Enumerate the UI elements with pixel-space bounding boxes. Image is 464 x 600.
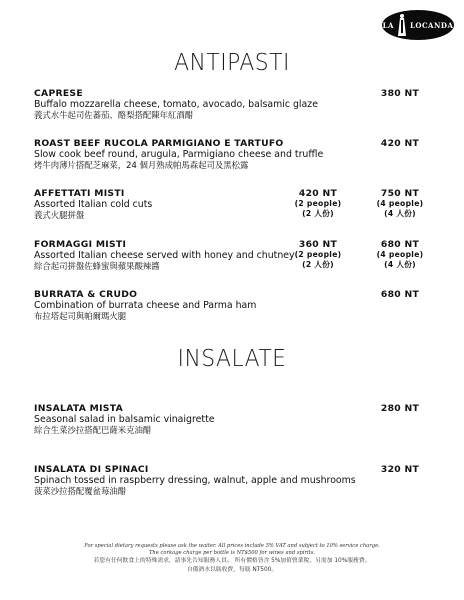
price-value: 680 NT: [380, 239, 420, 250]
price-value: 420 NT: [298, 188, 338, 199]
item-description: Spinach tossed in raspberry dressing, walnut, apple and mushrooms: [34, 475, 356, 486]
item-description-zh: 義式水牛起司佐蕃茄、酪梨搭配陳年紅酒醋: [34, 110, 194, 120]
item-description-zh: 綜合生菜沙拉搭配巴薩米克油醋: [34, 425, 152, 435]
portion-label-zh: (4 人份): [384, 209, 416, 218]
portion-label: (4 people): [376, 199, 424, 208]
menu-item-insalata-mista: [34, 403, 434, 436]
item-price: 280 NT: [380, 403, 420, 414]
item-description: Assorted Italian cheese served with honey and chutney: [34, 250, 295, 261]
logo-figure-icon: [397, 13, 407, 37]
footer-corkage-en: The corkage charge per bottle is NT$500 for wines and spirits.: [148, 550, 316, 556]
item-description-zh: 義式火腿拼盤: [34, 210, 85, 220]
menu-item-roast-beef: [34, 138, 434, 171]
menu-item-burrata-crudo: [34, 289, 434, 322]
portion-label-zh: (2 人份): [302, 209, 334, 218]
item-price-large: [370, 239, 430, 270]
logo-text-left: LA: [382, 20, 394, 30]
item-description-zh: 綜合起司拼盤佐蜂蜜與蘋果酸辣醬: [34, 261, 160, 271]
portion-label: (4 people): [376, 250, 424, 259]
item-description-zh: 烤牛肉薄片搭配芝麻菜，24 個月熟成帕馬森起司及黑松露: [34, 160, 249, 170]
footer-corkage-zh: 自備酒水以瓶收費，每瓶 NT500。: [186, 567, 278, 573]
item-price-large: [370, 188, 430, 219]
item-price: 420 NT: [380, 138, 420, 149]
portion-label-zh: (4 人份): [384, 260, 416, 269]
item-description-zh: 布拉塔起司與帕爾瑪火腿: [34, 311, 127, 321]
menu-item-caprese: [34, 88, 434, 121]
item-name: CAPRESE: [34, 88, 83, 99]
menu-item-affettati-misti: [34, 188, 434, 221]
footer-note-zh: 若您有任何飲食上的特殊需求，請事先告知服務人員。 所有價格皆含 5%加值營業稅，另需加 10%服務費。: [93, 558, 371, 564]
item-description: Assorted Italian cold cuts: [34, 199, 153, 210]
portion-label: (2 people): [294, 250, 342, 259]
item-name: FORMAGGI MISTI: [34, 239, 127, 250]
item-name: AFFETTATI MISTI: [34, 188, 125, 199]
item-price-small: [288, 239, 348, 270]
logo-text-right: LOCANDA: [409, 20, 454, 30]
item-description: Combination of burrata cheese and Parma ham: [34, 300, 257, 311]
item-name: INSALATA DI SPINACI: [34, 464, 149, 475]
portion-label-zh: (2 人份): [302, 260, 334, 269]
menu-item-formaggi-misti: [34, 239, 434, 272]
menu-item-insalata-di-spinaci: [34, 464, 434, 497]
item-price: 380 NT: [380, 88, 420, 99]
item-name: BURRATA & CRUDO: [34, 289, 138, 300]
price-value: 750 NT: [380, 188, 420, 199]
item-price: 680 NT: [380, 289, 420, 300]
item-name: INSALATA MISTA: [34, 403, 123, 414]
item-description: Slow cook beef round, arugula, Parmigiano cheese and truffle: [34, 149, 324, 160]
item-description: Buffalo mozzarella cheese, tomato, avocado, balsamic glaze: [34, 99, 318, 110]
price-value: 360 NT: [298, 239, 338, 250]
item-price-small: [288, 188, 348, 219]
portion-label: (2 people): [294, 199, 342, 208]
restaurant-logo: [382, 10, 454, 40]
footer-note-en: For special dietary requests please ask the waiter. All prices include 5% VAT and subject to 10% service charge.: [84, 543, 380, 549]
menu-footer: [40, 543, 424, 575]
item-name: ROAST BEEF RUCOLA PARMIGIANO E TARTUFO: [34, 138, 284, 149]
section-title-antipasti: ANTIPASTI: [174, 50, 290, 76]
item-description: Seasonal salad in balsamic vinaigrette: [34, 414, 215, 425]
item-description-zh: 菠菜沙拉搭配覆盆莓油醋: [34, 486, 127, 496]
item-price: 320 NT: [380, 464, 420, 475]
section-title-insalate: INSALATE: [177, 346, 287, 372]
